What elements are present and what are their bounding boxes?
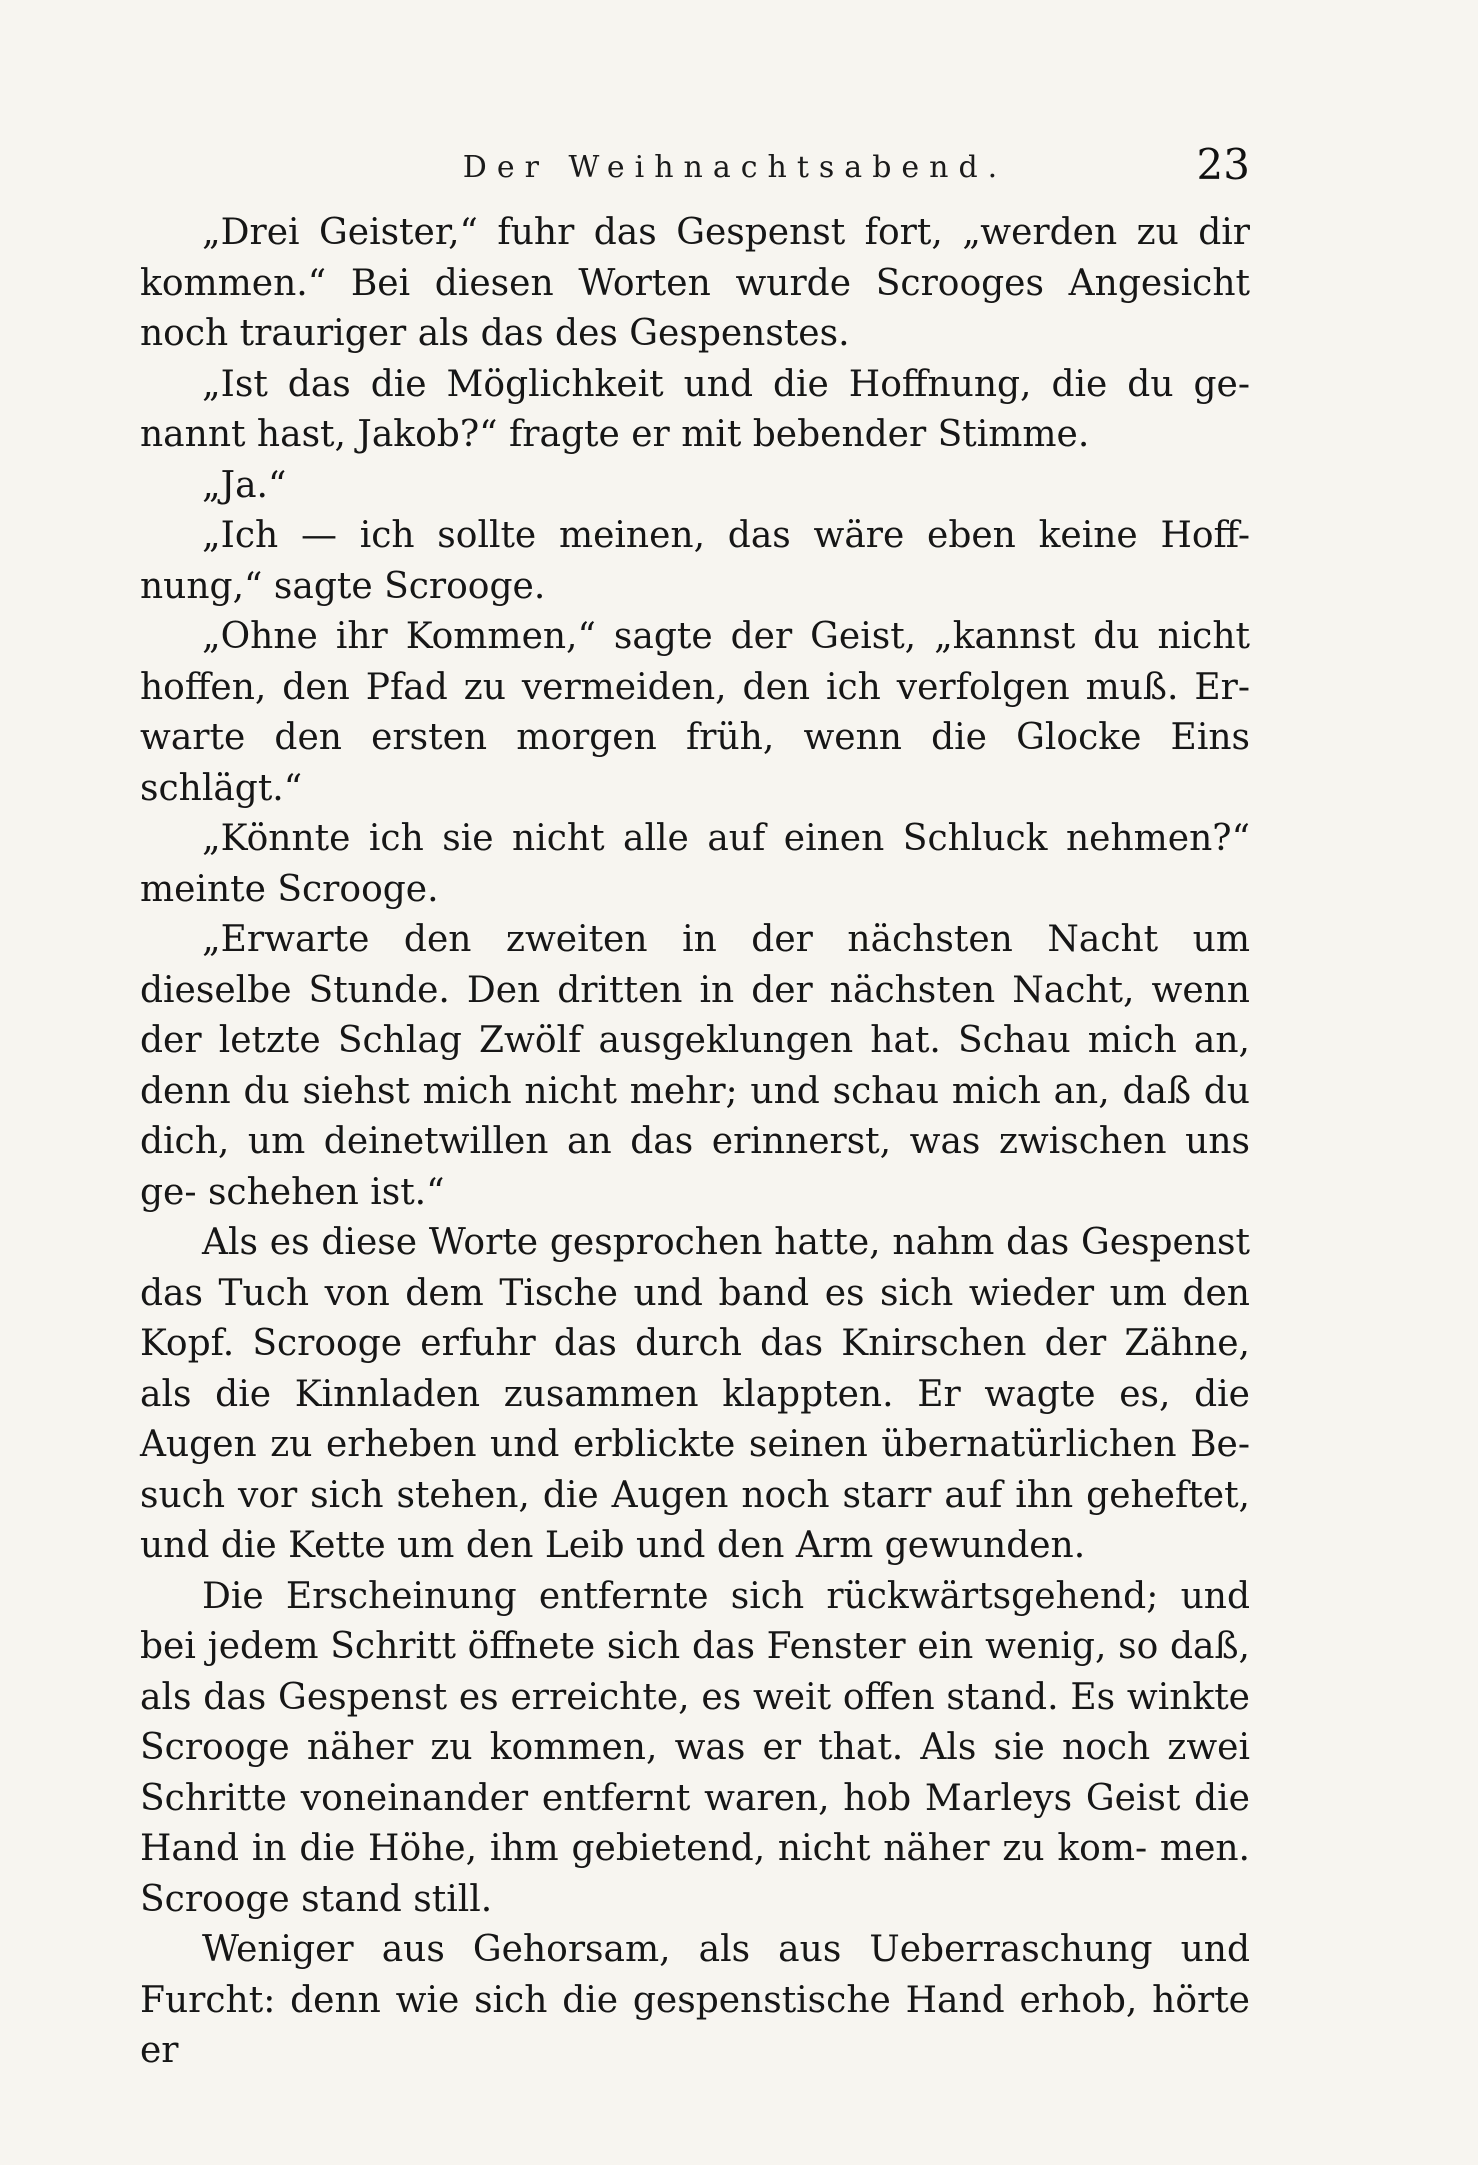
running-title: Der Weihnachtsabend.: [462, 150, 1008, 185]
paragraph: „Ich — ich sollte meinen, das wäre eben keine Hoff- nung,“ sagte Scrooge.: [140, 515, 1250, 607]
paragraph: „Erwarte den zweiten in der nächsten Nacht um dieselbe Stunde. Den dritten in der nächsten Nacht, wenn der letzte Schlag Zwölf ausgeklungen hat. Schau mich an, denn du siehst mich nicht mehr; und schau mich an, daß du dich, um deinetwillen an das erinnerst, was zwischen uns ge- schehen ist.“: [140, 919, 1250, 1213]
running-head: [140, 140, 1250, 200]
paragraph: „Ohne ihr Kommen,“ sagte der Geist, „kannst du nicht hoffen, den Pfad zu vermeiden, den ich verfolgen muß. Er- warte den ersten morgen früh, wenn die Glocke Eins schlägt.“: [140, 616, 1250, 809]
paragraph: Die Erscheinung entfernte sich rückwärtsgehend; und bei jedem Schritt öffnete sich das Fenster ein wenig, so daß, als das Gespenst es erreichte, es weit offen stand. Es winkte Scrooge näher zu kommen, was er that. Als sie noch zwei Schritte voneinander entfernt waren, hob Marleys Geist die Hand in die Höhe, ihm gebietend, nicht näher zu kom- men. Scrooge stand still.: [140, 1575, 1250, 1920]
paragraph: „Drei Geister,“ fuhr das Gespenst fort, „werden zu dir kommen.“ Bei diesen Worten wurde Scrooges Angesicht noch trauriger als das des Gespenstes.: [140, 212, 1250, 354]
paragraph: Weniger aus Gehorsam, als aus Ueberraschung und Furcht: denn wie sich die gespenstische Hand erhob, hörte er: [140, 1929, 1250, 2071]
paragraph: „Könnte ich sie nicht alle auf einen Schluck nehmen?“ meinte Scrooge.: [140, 818, 1250, 910]
paragraph: Als es diese Worte gesprochen hatte, nahm das Gespenst das Tuch von dem Tische und band es sich wieder um den Kopf. Scrooge erfuhr das durch das Knirschen der Zähne, als die Kinnladen zusammen klappten. Er wagte es, die Augen zu erheben und erblickte seinen übernatürlichen Be- such vor sich stehen, die Augen noch starr auf ihn geheftet, und die Kette um den Leib und den Arm gewunden.: [140, 1222, 1250, 1566]
body-text: [140, 208, 1250, 2077]
paragraph: „Ja.“: [202, 464, 287, 506]
page-number: 23: [1196, 140, 1250, 189]
paragraph: „Ist das die Möglichkeit und die Hoffnung, die du ge- nannt hast, Jakob?“ fragte er mit bebender Stimme.: [140, 363, 1250, 455]
